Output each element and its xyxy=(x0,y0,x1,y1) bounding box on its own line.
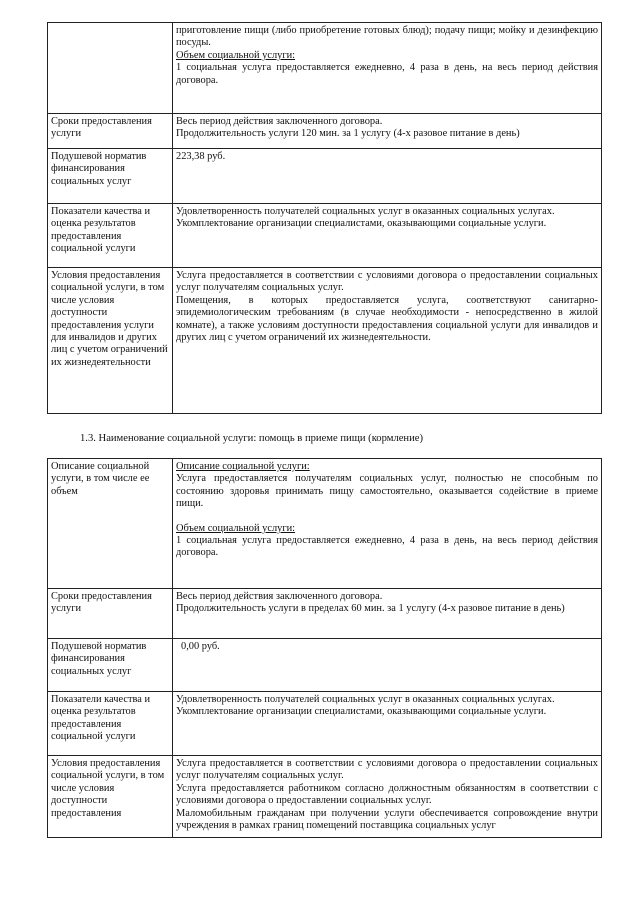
table-row xyxy=(48,149,602,204)
duration-line: Продолжительность услуги в пределах 60 мин. за 1 услугу (4-х разовое питание в день) xyxy=(176,603,565,615)
term-line: Весь период действия заключенного договора. xyxy=(176,591,383,602)
conditions-paragraph: Услуга предоставляется в соответствии с условиями договора о предоставлении социальных услуг получателям социальных услуг. xyxy=(176,758,598,782)
row-label-cell: Подушевой норматив финансирования социальных услуг xyxy=(48,639,173,692)
staffing-line: Укомплектование организации специалистами, оказывающими социальные услуги. xyxy=(176,706,547,718)
row-content-cell xyxy=(173,459,602,589)
volume-text: 1 социальная услуга предоставляется ежедневно, 4 раза в день, на весь период действия договора. xyxy=(176,62,598,86)
table-row xyxy=(48,204,602,268)
volume-text: 1 социальная услуга предоставляется ежедневно, 4 раза в день, на весь период действия договора. xyxy=(176,535,598,559)
row-content-cell xyxy=(173,204,602,268)
conditions-paragraph: Услуга предоставляется в соответствии с условиями договора о предоставлении социальных услуг получателям социальных услуг. xyxy=(176,270,598,294)
table-row xyxy=(48,692,602,756)
row-content-cell xyxy=(173,589,602,639)
quality-line: Удовлетворенность получателей социальных услуг в оказанных социальных услугах. xyxy=(176,206,555,217)
duration-line: Продолжительность услуги 120 мин. за 1 услугу (4-х разовое питание в день) xyxy=(176,128,520,140)
volume-title: Объем социальной услуги: xyxy=(176,49,296,61)
conditions-paragraph: Маломобильным гражданам при получении услуги обеспечивается сопровождение внутри учреждения в рамках границ помещений поставщика социальных услуг xyxy=(176,807,598,832)
row-label-cell: Сроки предоставления услуги xyxy=(48,114,173,149)
row-label-cell: Условия предоставления социальной услуги, в том числе условия доступности предоставления xyxy=(48,756,173,838)
row-content-cell xyxy=(173,268,602,414)
table-row xyxy=(48,639,602,692)
conditions-paragraph: Помещения, в которых предоставляется услуга, соответствуют санитарно-эпидемиологическим требованиям (в случае необходимости - непосредственно в жилой комнате), а также условиям доступности предоставления социальной услуги для инвалидов и других лиц с учетом ограничений их жизнедеятельности. xyxy=(176,294,598,344)
row-content-cell xyxy=(173,692,602,756)
staffing-line: Укомплектование организации специалистами, оказывающими социальные услуги. xyxy=(176,218,547,230)
term-line: Весь период действия заключенного договора. xyxy=(176,116,383,127)
funding-value: 0,00 руб. xyxy=(181,641,220,652)
row-label-cell: Сроки предоставления услуги xyxy=(48,589,173,639)
table-row xyxy=(48,114,602,149)
row-label-cell xyxy=(48,23,173,114)
row-label-cell: Описание социальной услуги, в том числе ее объем xyxy=(48,459,173,589)
funding-value: 223,38 руб. xyxy=(176,151,226,162)
table-row xyxy=(48,589,602,639)
row-content-cell xyxy=(173,114,602,149)
row-content-cell xyxy=(173,149,602,204)
conditions-paragraph: Услуга предоставляется работником согласно должностным обязанностям в соответствии с условиями договора о предоставлении социальных услуг. xyxy=(176,782,598,807)
row-content-cell xyxy=(173,756,602,838)
volume-title: Объем социальной услуги: xyxy=(176,522,296,534)
row-content-cell xyxy=(173,639,602,692)
row-label-cell: Показатели качества и оценка результатов предоставления социальной услуги xyxy=(48,204,173,268)
row-label-cell: Показатели качества и оценка результатов предоставления социальной услуги xyxy=(48,692,173,756)
table-row xyxy=(48,268,602,414)
row-label-cell: Условия предоставления социальной услуги, в том числе условия доступности предоставления услуги для инвалидов и других лиц с учетом ограничений их жизнедеятельности xyxy=(48,268,173,414)
section-heading: 1.3. Наименование социальной услуги: помощь в приеме пищи (кормление) xyxy=(80,433,423,444)
description-text: Услуга предоставляется получателям социальных услуг, полностью не способным по состоянию здоровья принимать пищу самостоятельно, оказывается содействие в приеме пищи. xyxy=(176,473,598,510)
row-content-cell xyxy=(173,23,602,114)
service-table-1 xyxy=(47,22,602,414)
table-row xyxy=(48,459,602,589)
table-row xyxy=(48,23,602,114)
table-row xyxy=(48,756,602,838)
description-text: приготовление пищи (либо приобретение готовых блюд); подачу пищи; мойку и дезинфекцию посуды. xyxy=(176,25,598,49)
description-title: Описание социальной услуги: xyxy=(176,461,310,472)
service-table-2 xyxy=(47,458,602,838)
quality-line: Удовлетворенность получателей социальных услуг в оказанных социальных услугах. xyxy=(176,694,555,705)
row-label-cell: Подушевой норматив финансирования социальных услуг xyxy=(48,149,173,204)
